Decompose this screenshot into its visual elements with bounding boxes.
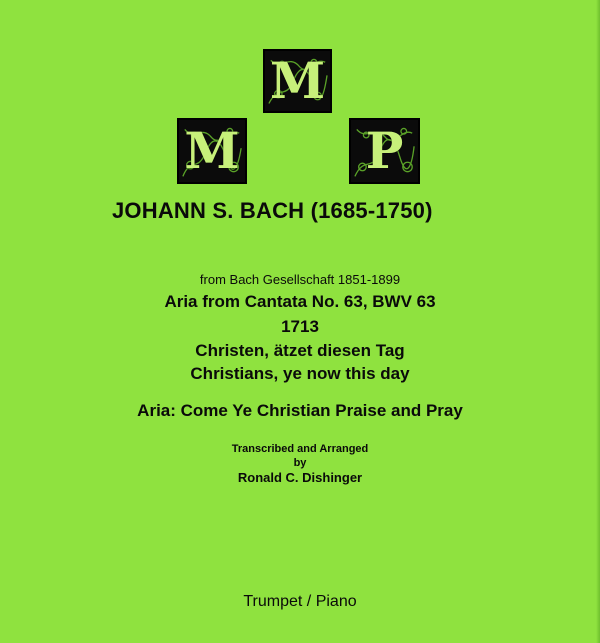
logo-letter-p: P xyxy=(365,121,404,180)
composer-heading: JOHANN S. BACH (1685-1750) xyxy=(112,198,433,223)
english-title: Christians, ye now this day xyxy=(190,364,410,383)
work-title-line: Aria from Cantata No. 63, BWV 63 xyxy=(164,292,436,311)
logo-block-left xyxy=(177,118,247,184)
aria-title: Aria: Come Ye Christian Praise and Pray xyxy=(137,401,463,420)
by-label: by xyxy=(293,457,307,469)
page-edge xyxy=(596,0,600,643)
instrumentation: Trumpet / Piano xyxy=(243,593,357,610)
logo-letter-m: M xyxy=(184,121,240,180)
source-line: from Bach Gesellschaft 1851-1899 xyxy=(199,272,401,287)
logo-letter-m: M xyxy=(269,51,326,110)
work-year: 1713 xyxy=(281,317,319,336)
logo-block-center xyxy=(263,49,332,113)
transcribed-label: Transcribed and Arranged xyxy=(231,443,369,455)
german-title: Christen, ätzet diesen Tag xyxy=(195,341,405,360)
arranger-name: Ronald C. Dishinger xyxy=(237,470,363,485)
logo-block-right xyxy=(349,118,420,184)
